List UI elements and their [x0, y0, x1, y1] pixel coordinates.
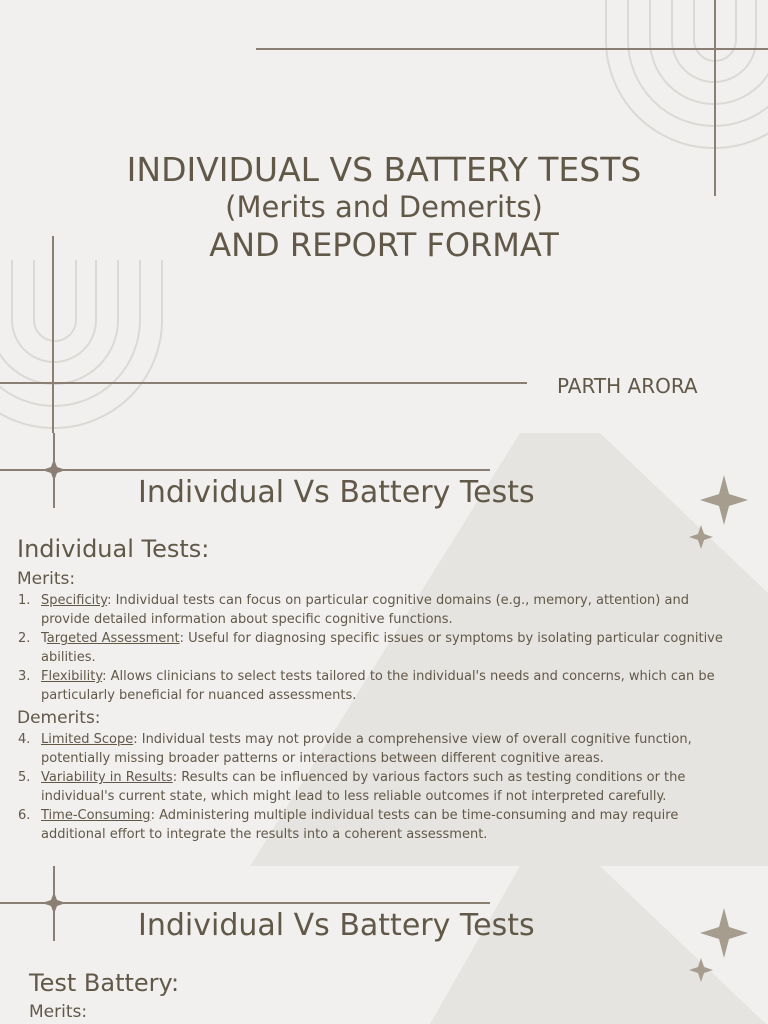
item-text: : Individual tests may not provide a comprehensive view of overall cognitive function, potentially missing broader patterns or interactions between different cognitive areas. [41, 732, 692, 766]
merits-list [18, 591, 730, 705]
list-item [18, 667, 730, 705]
item-number: 4. [18, 732, 31, 747]
list-item [18, 768, 730, 806]
list-item [18, 629, 730, 667]
item-text: : Useful for diagnosing specific issues or symptoms by isolating particular cognitive abilities. [41, 631, 723, 665]
item-term-prefix: T [41, 631, 47, 646]
list-item [18, 806, 730, 844]
decorative-background [0, 866, 768, 1024]
item-text: : Results can be influenced by various factors such as testing conditions or the individual's current state, which might lead to less reliable outcomes if not interpreted carefully. [41, 770, 686, 804]
author-name: PARTH ARORA [557, 374, 698, 398]
section-heading: Test Battery: [29, 969, 180, 997]
section-heading: Individual Tests: [17, 535, 210, 563]
content-slide-individual-tests [0, 433, 768, 866]
title-line-3: AND REPORT FORMAT [209, 226, 559, 264]
sparkle-icon [700, 908, 748, 958]
item-number: 5. [18, 770, 31, 785]
merits-label: Merits: [29, 1002, 88, 1022]
list-item [18, 730, 730, 768]
item-term: Specificity [41, 593, 108, 608]
slide-heading: Individual Vs Battery Tests [138, 475, 535, 510]
content-slide-test-battery [0, 866, 768, 1024]
item-term: Variability in Results [41, 770, 173, 785]
title-line-2: (Merits and Demerits) [225, 190, 543, 224]
item-number: 1. [18, 593, 31, 608]
item-text: : Individual tests can focus on particular cognitive domains (e.g., memory, attention) and provide detailed information about specific cognitive functions. [41, 593, 689, 627]
merits-label: Merits: [17, 569, 76, 589]
item-text: : Allows clinicians to select tests tailored to the individual's needs and concerns, which can be particularly beneficial for nuanced assessments. [41, 669, 715, 703]
item-term: Time-Consuming [41, 808, 151, 823]
item-term: argeted Assessment [46, 631, 180, 646]
demerits-label: Demerits: [17, 708, 101, 728]
item-text: : Administering multiple individual tests can be time-consuming and may require additional effort to integrate the results into a coherent assessment. [41, 808, 679, 842]
item-number: 2. [18, 631, 31, 646]
title-slide [0, 0, 768, 433]
sparkle-icon [700, 475, 748, 525]
item-number: 3. [18, 669, 31, 684]
list-item [18, 591, 730, 629]
item-term: Limited Scope [41, 732, 134, 747]
item-number: 6. [18, 808, 31, 823]
slide-heading: Individual Vs Battery Tests [138, 908, 535, 943]
item-term: Flexibility [41, 669, 103, 684]
demerits-list [18, 730, 730, 844]
title-line-1: INDIVIDUAL VS BATTERY TESTS [126, 150, 642, 189]
